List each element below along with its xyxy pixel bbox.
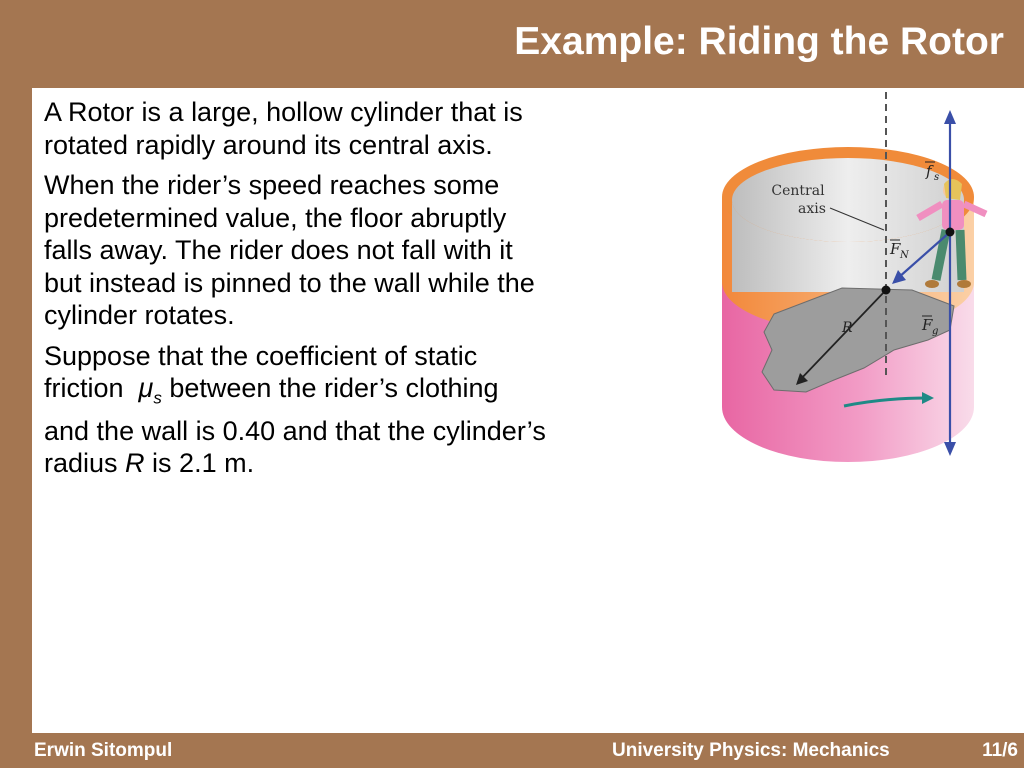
paragraph-problem xyxy=(44,340,694,480)
text-line xyxy=(44,447,694,480)
svg-text:F: F xyxy=(922,316,933,334)
radius-symbol: R xyxy=(125,448,145,479)
text-line: Suppose that the coefficient of static xyxy=(44,340,478,371)
friction-force-arrowhead xyxy=(944,110,956,124)
svg-text:F: F xyxy=(890,240,901,258)
text-line xyxy=(44,372,694,415)
text-fragment: between the rider’s clothing xyxy=(161,373,499,403)
paragraph-description xyxy=(44,169,694,332)
gravity-force-arrowhead xyxy=(944,442,956,456)
radius-label: R xyxy=(842,320,853,336)
text-line: rotated rapidly around its central axis. xyxy=(44,129,493,160)
text-fragment: friction xyxy=(44,373,124,403)
force-origin-dot xyxy=(946,228,955,237)
axis-center-dot xyxy=(882,286,891,295)
central-axis-label: axis xyxy=(798,201,826,217)
svg-text:s: s xyxy=(934,172,940,183)
svg-text:N: N xyxy=(900,250,909,261)
text-line: predetermined value, the floor abruptly xyxy=(44,202,507,233)
central-axis-label: Central xyxy=(771,183,825,199)
text-line: When the rider’s speed reaches some xyxy=(44,170,500,200)
footer-author: Erwin Sitompul xyxy=(34,740,173,761)
paragraph-definition xyxy=(44,96,694,161)
svg-text:f: f xyxy=(926,162,932,180)
mu-letter: μ xyxy=(138,373,154,403)
text-fragment: is 2.1 m. xyxy=(144,448,255,479)
text-line: falls away. The rider does not fall with it xyxy=(44,235,513,265)
body-text xyxy=(44,96,694,488)
slide-title: Example: Riding the Rotor xyxy=(514,20,1004,63)
rotor-figure xyxy=(714,92,994,472)
text-fragment: radius xyxy=(44,448,126,479)
content-area xyxy=(32,88,1024,733)
svg-text:g: g xyxy=(932,326,939,337)
footer-page-number: 11/6 xyxy=(982,740,1018,761)
text-line: A Rotor is a large, hollow cylinder that is xyxy=(44,97,523,127)
text-line: cylinder rotates. xyxy=(44,300,235,330)
text-line: but instead is pinned to the wall while the xyxy=(44,267,535,298)
footer-course: University Physics: Mechanics xyxy=(612,740,890,761)
mu-symbol xyxy=(138,373,162,408)
mu-subscript: s xyxy=(153,388,162,408)
text-line: and the wall is 0.40 and that the cylinder’s xyxy=(44,415,546,446)
